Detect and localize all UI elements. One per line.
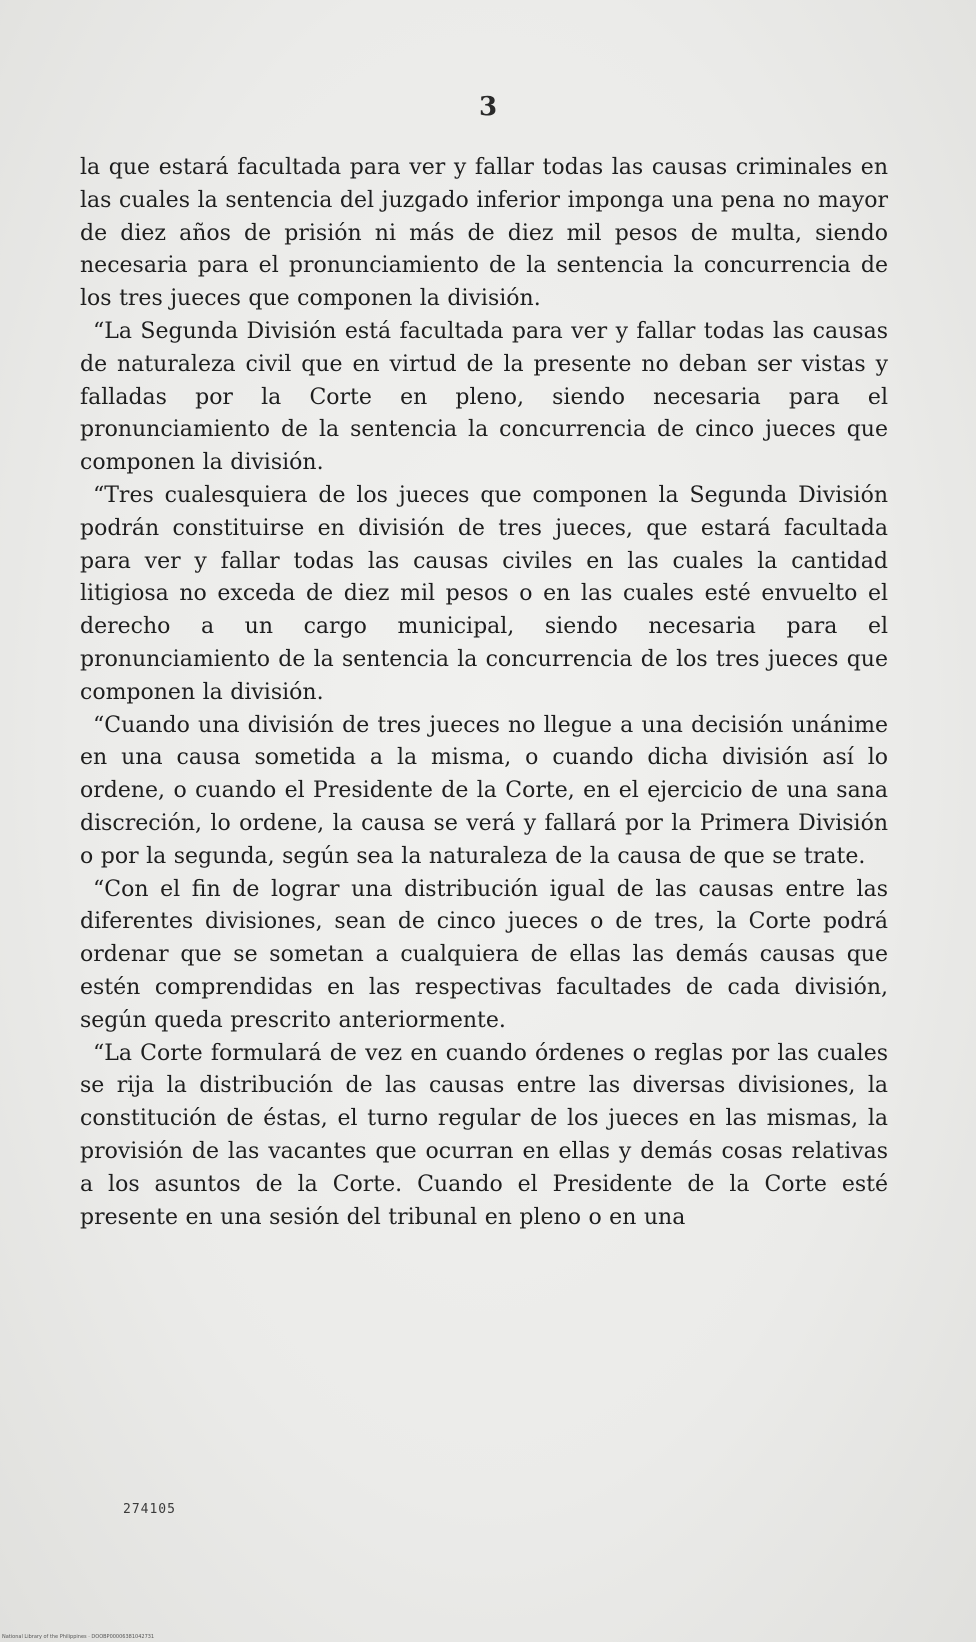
paragraph-3: “Tres cualesquiera de los jueces que componen la Segunda División podrán constituirse en división de tres jueces, que estará facultada para ver y fallar todas las causas civiles en las cuales la cantidad litigiosa no exceda de diez mil pesos o en las cuales esté envuelto el derecho a un cargo municipal, siendo necesaria para el pronunciamiento de la sentencia la concurrencia de los tres jueces que componen la división. bbox=[80, 482, 888, 705]
paragraph-4: “Cuando una división de tres jueces no llegue a una decisión unánime en una causa sometida a la misma, o cuando dicha división así lo ordene, o cuando el Presidente de la Corte, en el ejercicio de una sana discreción, lo ordene, la causa se verá y fallará por la Primera División o por la segunda, según sea la naturaleza de la causa de que se trate. bbox=[80, 712, 888, 869]
paragraph-2: “La Segunda División está facultada para ver y fallar todas las causas de naturaleza civil que en virtud de la presente no deban ser vistas y falladas por la Corte en pleno, siendo necesaria para el pronunciamiento de la sentencia la concurrencia de cinco jueces que componen la división. bbox=[80, 318, 888, 476]
paragraph-5: “Con el fin de lograr una distribución igual de las causas entre las diferentes divisiones, sean de cinco jueces o de tres, la Corte podrá ordenar que se sometan a cualquiera de ellas las demás causas que estén comprendidas en las respectivas facultades de cada división, según queda prescrito anteriormente. bbox=[80, 876, 888, 1033]
printer-signature-mark: 274105 bbox=[123, 1502, 176, 1517]
library-credit-footer: National Library of the Philippines · DOOBP00006381042731 bbox=[2, 1634, 155, 1640]
page-number: 3 bbox=[478, 92, 498, 122]
body-text bbox=[80, 152, 888, 1234]
paragraph-1: la que estará facultada para ver y fallar todas las causas criminales en las cuales la sentencia del juzgado inferior imponga una pena no mayor de diez años de prisión ni más de diez mil pesos de multa, siendo necesaria para el pronunciamiento de la sentencia la concurrencia de los tres jueces que componen la división. bbox=[80, 155, 888, 312]
paragraph-6: “La Corte formulará de vez en cuando órdenes o reglas por las cuales se rija la distribución de las causas entre las diversas divisiones, la constitución de éstas, el turno regular de los jueces en las mismas, la provisión de las vacantes que ocurran en ellas y demás cosas relativas a los asuntos de la Corte. Cuando el Presidente de la Corte esté presente en una sesión del tribunal en pleno o en una bbox=[80, 1040, 888, 1230]
